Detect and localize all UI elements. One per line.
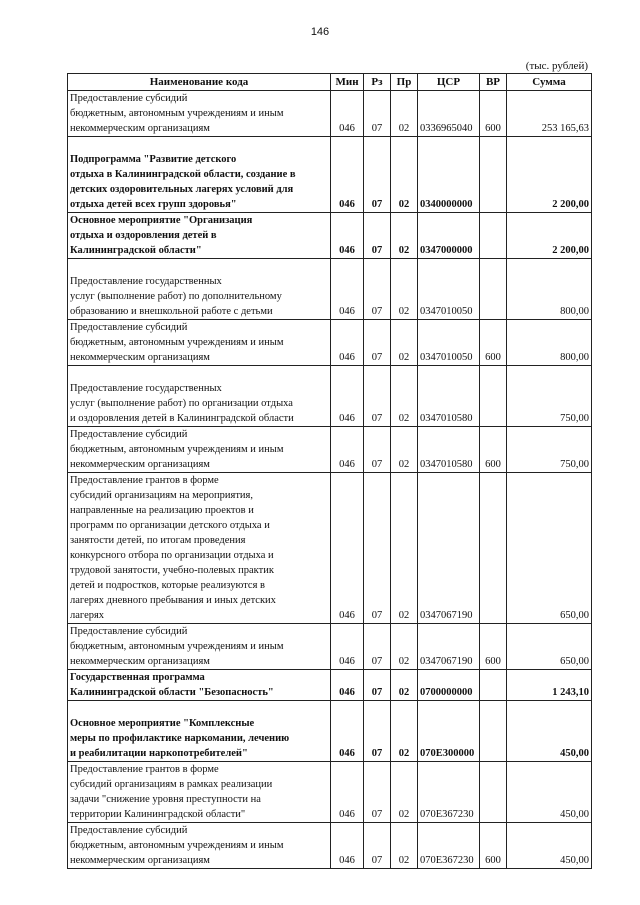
cell-min: 046 [331, 670, 364, 701]
cell-sum: 450,00 [507, 823, 592, 869]
cell-sum: 2 200,00 [507, 213, 592, 259]
cell-min: 046 [331, 213, 364, 259]
cell-pr: 02 [391, 427, 418, 473]
header-min: Мин [331, 74, 364, 91]
cell-vr: 600 [480, 91, 507, 137]
cell-sum: 450,00 [507, 762, 592, 823]
header-name: Наименование кода [68, 74, 331, 91]
table-row [68, 670, 592, 701]
table-row [68, 473, 592, 624]
cell-pr: 02 [391, 701, 418, 762]
cell-rz: 07 [364, 624, 391, 670]
cell-name: Государственная программа Калининградской области "Безопасность" [68, 670, 331, 701]
cell-csr: 070E367230 [418, 823, 480, 869]
cell-csr: 070E367230 [418, 762, 480, 823]
cell-min: 046 [331, 823, 364, 869]
cell-csr: 070E300000 [418, 701, 480, 762]
table-row [68, 320, 592, 366]
table-row [68, 91, 592, 137]
cell-vr [480, 137, 507, 213]
cell-vr [480, 762, 507, 823]
cell-pr: 02 [391, 366, 418, 427]
cell-csr: 0347067190 [418, 473, 480, 624]
table-body [68, 91, 592, 869]
cell-name: Предоставление государственных услуг (выполнение работ) по дополнительному образованию и внешкольной работе с детьми [68, 259, 331, 320]
header-sum: Сумма [507, 74, 592, 91]
table-row [68, 624, 592, 670]
cell-sum: 750,00 [507, 366, 592, 427]
cell-name: Предоставление субсидий бюджетным, автономным учреждениям и иным некоммерческим организациям [68, 320, 331, 366]
cell-rz: 07 [364, 701, 391, 762]
cell-min: 046 [331, 624, 364, 670]
cell-name: Предоставление субсидий бюджетным, автономным учреждениям и иным некоммерческим организациям [68, 823, 331, 869]
table-row [68, 259, 592, 320]
table-row [68, 701, 592, 762]
cell-name: Предоставление субсидий бюджетным, автономным учреждениям и иным некоммерческим организациям [68, 91, 331, 137]
units-note: (тыс. рублей) [525, 60, 588, 72]
cell-rz: 07 [364, 670, 391, 701]
cell-sum: 650,00 [507, 473, 592, 624]
table-header-row [68, 74, 592, 91]
budget-table [67, 73, 592, 869]
cell-csr: 0347010050 [418, 259, 480, 320]
cell-pr: 02 [391, 473, 418, 624]
table-row [68, 427, 592, 473]
cell-vr [480, 473, 507, 624]
cell-min: 046 [331, 473, 364, 624]
cell-rz: 07 [364, 259, 391, 320]
cell-csr: 0347010580 [418, 366, 480, 427]
cell-pr: 02 [391, 762, 418, 823]
cell-csr: 0340000000 [418, 137, 480, 213]
cell-pr: 02 [391, 624, 418, 670]
cell-csr: 0347010580 [418, 427, 480, 473]
cell-min: 046 [331, 701, 364, 762]
cell-rz: 07 [364, 320, 391, 366]
cell-min: 046 [331, 137, 364, 213]
cell-name: Предоставление грантов в форме субсидий организациям в рамках реализации задачи "снижение уровня преступности на территории Калининградской области" [68, 762, 331, 823]
table-row [68, 366, 592, 427]
cell-sum: 2 200,00 [507, 137, 592, 213]
cell-pr: 02 [391, 320, 418, 366]
cell-pr: 02 [391, 823, 418, 869]
cell-name: Подпрограмма "Развитие детского отдыха в Калининградской области, создание в детских оздоровительных лагерях условий для отдыха детей всех групп здоровья" [68, 137, 331, 213]
cell-rz: 07 [364, 366, 391, 427]
cell-min: 046 [331, 762, 364, 823]
cell-rz: 07 [364, 762, 391, 823]
cell-min: 046 [331, 427, 364, 473]
cell-vr [480, 701, 507, 762]
cell-rz: 07 [364, 213, 391, 259]
cell-vr [480, 213, 507, 259]
cell-min: 046 [331, 366, 364, 427]
cell-vr: 600 [480, 320, 507, 366]
cell-pr: 02 [391, 670, 418, 701]
cell-sum: 800,00 [507, 259, 592, 320]
table-row [68, 137, 592, 213]
cell-pr: 02 [391, 137, 418, 213]
cell-pr: 02 [391, 213, 418, 259]
cell-vr: 600 [480, 823, 507, 869]
table-row [68, 823, 592, 869]
cell-rz: 07 [364, 823, 391, 869]
cell-name: Предоставление субсидий бюджетным, автономным учреждениям и иным некоммерческим организациям [68, 624, 331, 670]
cell-sum: 750,00 [507, 427, 592, 473]
cell-sum: 450,00 [507, 701, 592, 762]
table-row [68, 762, 592, 823]
cell-csr: 0347067190 [418, 624, 480, 670]
header-pr: Пр [391, 74, 418, 91]
table-row [68, 213, 592, 259]
cell-sum: 253 165,63 [507, 91, 592, 137]
cell-name: Основное мероприятие "Организация отдыха и оздоровления детей в Калининградской области" [68, 213, 331, 259]
cell-csr: 0700000000 [418, 670, 480, 701]
cell-min: 046 [331, 320, 364, 366]
cell-rz: 07 [364, 137, 391, 213]
cell-pr: 02 [391, 91, 418, 137]
cell-name: Предоставление государственных услуг (выполнение работ) по организации отдыха и оздоровления детей в Калининградской области [68, 366, 331, 427]
cell-csr: 0347000000 [418, 213, 480, 259]
header-vr: ВР [480, 74, 507, 91]
cell-name: Основное мероприятие "Комплексные меры по профилактике наркомании, лечению и реабилитации наркопотребителей" [68, 701, 331, 762]
cell-rz: 07 [364, 427, 391, 473]
cell-csr: 0347010050 [418, 320, 480, 366]
cell-csr: 0336965040 [418, 91, 480, 137]
cell-vr [480, 259, 507, 320]
cell-rz: 07 [364, 473, 391, 624]
cell-min: 046 [331, 259, 364, 320]
cell-name: Предоставление грантов в форме субсидий организациям на мероприятия, направленные на реализацию проектов и программ по организации детского отдыха и занятости детей, по итогам проведения конкурсного отбора по организации отдыха и трудовой занятости, учебно-полевых практик детей и подростков, которые реализуются в лагерях дневного пребывания и иных детских лагерях [68, 473, 331, 624]
cell-pr: 02 [391, 259, 418, 320]
header-rz: Рз [364, 74, 391, 91]
cell-sum: 800,00 [507, 320, 592, 366]
page-number: 146 [310, 26, 330, 38]
cell-vr [480, 670, 507, 701]
cell-vr: 600 [480, 624, 507, 670]
cell-vr: 600 [480, 427, 507, 473]
header-csr: ЦСР [418, 74, 480, 91]
cell-sum: 650,00 [507, 624, 592, 670]
cell-rz: 07 [364, 91, 391, 137]
cell-name: Предоставление субсидий бюджетным, автономным учреждениям и иным некоммерческим организациям [68, 427, 331, 473]
cell-vr [480, 366, 507, 427]
cell-sum: 1 243,10 [507, 670, 592, 701]
cell-min: 046 [331, 91, 364, 137]
